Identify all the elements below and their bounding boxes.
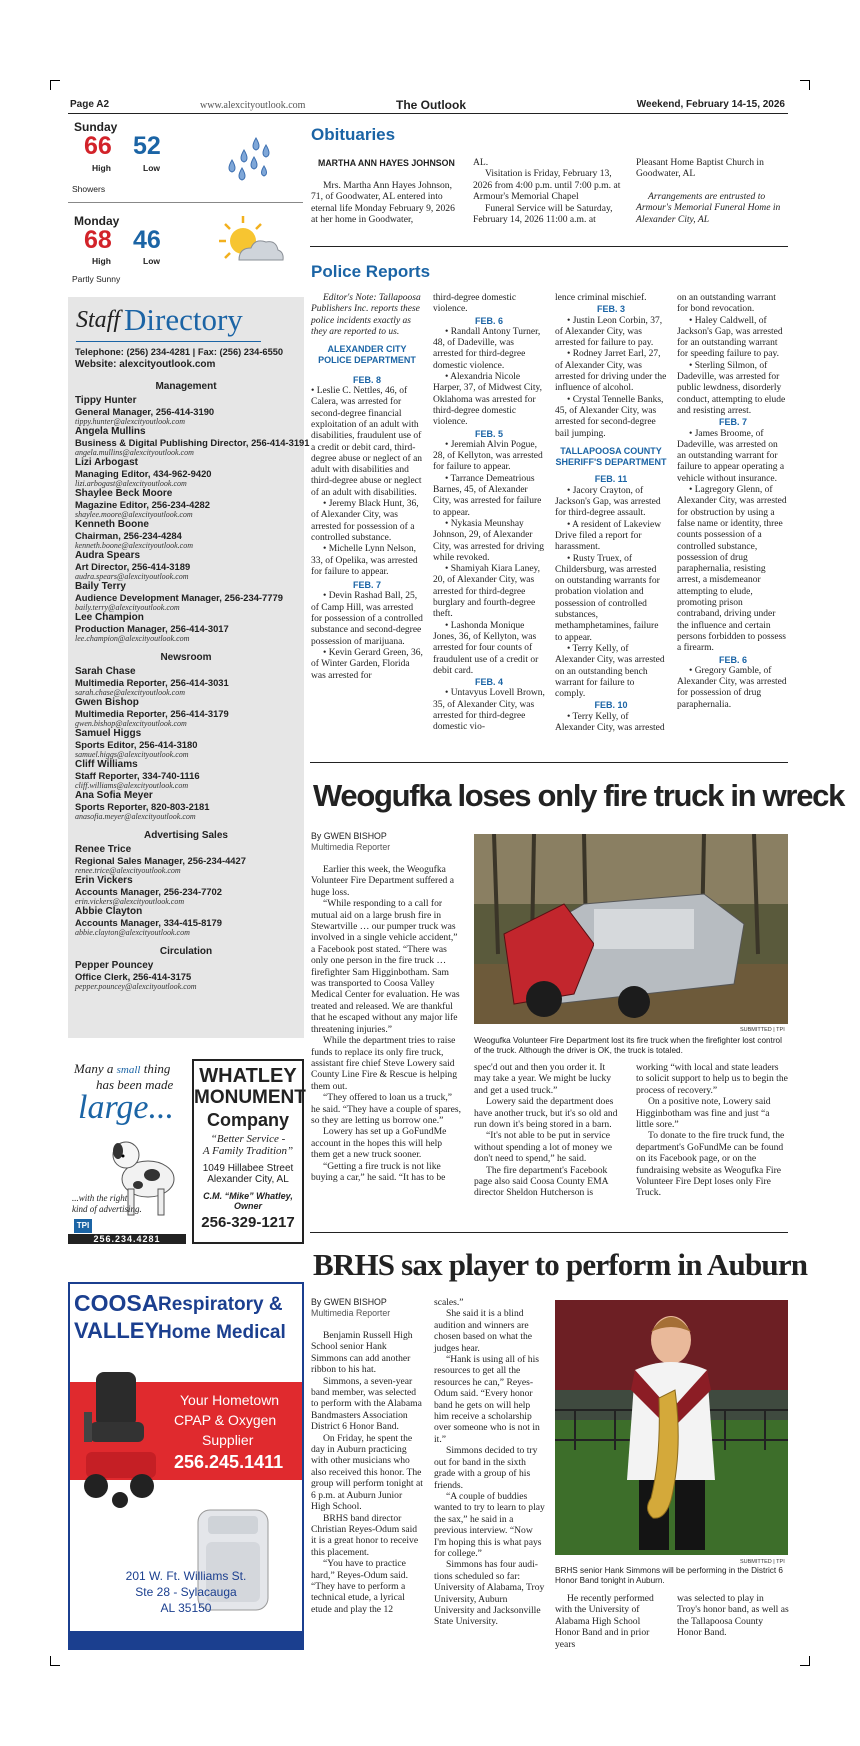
report-item: lence criminal mischief. [555, 293, 647, 303]
date-heading: FEB. 6 [474, 315, 503, 326]
article-paragraph: On a positive note, Lowery said Higginbotham was fine and just “a little sore.” [636, 1096, 771, 1131]
report-item: • Lashonda Monique Jones, 36, of Kellyton, was arrested for four counts of fraudulent use of a credit or debit card. [433, 620, 539, 676]
obit-paragraph: Funeral Service will be Saturday, February 14, 2026 11:00 a.m. at [473, 202, 613, 226]
fire-truck-photo [474, 834, 788, 1024]
fire-byline-role: Multimedia Reporter [311, 842, 391, 852]
report-item: • Terry Kelly, of Alexander City, was arrested on an outstanding bench warrant for failure to comply. [555, 643, 665, 700]
staff-name: Lee Champion [75, 612, 144, 623]
ad-address: Alexander City, AL [207, 1174, 289, 1185]
staff-entry [68, 519, 304, 550]
report-item: • Rodney Jarret Earl, 27, of Alexander City, was arrested for driving under the influence of alcohol. [555, 349, 667, 394]
police-rule [310, 762, 788, 763]
date-heading: FEB. 4 [474, 677, 503, 688]
fire-byline: By GWEN BISHOP [311, 831, 387, 841]
weather-condition: Partly Sunny [72, 274, 121, 284]
staff-name: Cliff Williams [75, 759, 138, 770]
date-heading: FEB. 11 [594, 474, 628, 485]
ad-text: kind of advertising. [72, 1204, 142, 1214]
date-heading: FEB. 7 [352, 580, 381, 591]
staff-title: Accounts Manager, 256-234-7702 [75, 886, 222, 897]
article-paragraph: Earlier this week, the Weogufka Volunteer Fire Department suffered a huge loss. [311, 864, 454, 898]
ad-text: ...with the right [72, 1193, 128, 1203]
date-heading: FEB. 5 [474, 428, 503, 439]
partly-sunny-icon [215, 214, 285, 269]
staff-title: Chairman, 256-234-4284 [75, 530, 182, 541]
date-heading: FEB. 8 [352, 374, 381, 385]
staff-email[interactable]: erin.vickers@alexcityoutlook.com [75, 897, 185, 906]
article-paragraph: Simmons, a seven-year band member, was selected to perform with the Alabama Bandmasters Association District 6 Honor Band. [311, 1375, 422, 1433]
article-paragraph: She said it is a blind audition and winners are chosen based on what the judges hear. [434, 1308, 533, 1354]
report-item: • Michelle Lynn Nelson, 33, of Opelika, was arrested for failure to appear. [311, 544, 418, 577]
staff-email[interactable]: renee.trice@alexcityoutlook.com [75, 866, 181, 875]
staff-entry [68, 697, 304, 728]
report-item: • Randall Antony Turner, 48, of Dadeville, was arrested for third-degree domestic violence. [433, 326, 541, 371]
article-paragraph: Benjamin Russell High School senior Hank Simmons can add another ribbon to his hat. [311, 1330, 413, 1376]
coosa-tagline: Supplier [202, 1432, 254, 1448]
staff-email[interactable]: audra.spears@alexcityoutlook.com [75, 572, 189, 581]
report-item: • Kevin Gerard Green, 36, of Winter Garden, Florida was arrested for [311, 647, 423, 681]
staff-section-heading: Management [155, 381, 217, 392]
police-col-4 [677, 293, 789, 711]
report-item: • Shamiyah Kiara Laney, 20, of Alexander City, was arrested for third-degree burglary and fourth-degree theft. [433, 564, 541, 620]
obit-name: MARTHA ANN HAYES JOHNSON [318, 158, 455, 168]
report-item: • Jeremy Black Hunt, 36, of Alexander City, was arrested for possession of a controlled substance. [311, 499, 419, 543]
report-item: on an outstanding warrant for bond revocation. [677, 293, 776, 315]
staff-entry [68, 488, 304, 519]
report-item: • Justin Leon Corbin, 37, of Alexander City, was arrested for failure to pay. [555, 315, 663, 349]
staff-directory [68, 297, 310, 1038]
staff-name: Shaylee Beck Moore [75, 488, 173, 499]
coosa-address: AL 35150 [160, 1601, 212, 1615]
staff-title: Business & Digital Publishing Director, 256-414-3191 [75, 437, 310, 448]
obit-col-3 [636, 157, 788, 225]
ad-owner: Owner [233, 1201, 262, 1211]
fire-col-3 [636, 1062, 788, 1199]
staff-entry [68, 790, 304, 821]
obit-col-2 [473, 157, 625, 225]
staff-entry [68, 875, 304, 906]
article-paragraph: Lowery has set up a GoFundMe account in the hopes this will help them get a new truck sooner. [311, 1126, 447, 1161]
weather-divider [68, 202, 303, 203]
page-number: Page A2 [70, 99, 110, 110]
staff-title: Multimedia Reporter, 256-414-3031 [75, 677, 229, 688]
obit-paragraph: Visitation is Friday, February 13, 2026 from 4:00 p.m. until 7:00 p.m. at Armour's Memorial Chapel [473, 168, 621, 203]
staff-email[interactable]: gwen.bishop@alexcityoutlook.com [75, 719, 187, 728]
weather-monday [70, 206, 302, 288]
date-heading: FEB. 3 [596, 304, 625, 315]
fire-col-2 [474, 1062, 624, 1199]
article-paragraph: working “with local and state leaders to solicit support to help us to begin the process of recovery.” [636, 1062, 788, 1096]
staff-name: Erin Vickers [75, 875, 133, 886]
staff-title: Art Director, 256-414-3189 [75, 561, 191, 572]
ad-slogan: A Family Tradition” [202, 1145, 294, 1157]
report-item: • Alexandria Nicole Harper, 37, of Midwest City, Oklahoma was arrested for third-degree domestic violence. [433, 372, 543, 428]
staff-title: Magazine Editor, 256-234-4282 [75, 499, 210, 510]
staff-name: Lizi Arbogast [75, 457, 138, 468]
agency-heading: POLICE DEPARTMENT [318, 355, 416, 366]
staff-name: Ana Sofia Meyer [75, 790, 153, 801]
police-col-2 [433, 293, 545, 734]
weather-low-label: Low [143, 256, 160, 266]
article-paragraph: The fire department's Facebook page also said Coosa County EMA director Sheldon Hutcherson is [474, 1164, 609, 1199]
staff-section-heading: Newsroom [160, 652, 212, 663]
staff-name: Samuel Higgs [75, 728, 142, 739]
agency-heading: TALLAPOOSA COUNTY [560, 445, 662, 456]
power-chair-illustration [76, 1362, 166, 1512]
staff-entry [68, 960, 304, 991]
obit-paragraph: Pleasant Home Baptist Church in Goodwater, AL [636, 157, 764, 180]
weather-low: 52 [133, 132, 161, 160]
staff-entry [68, 550, 304, 581]
staff-title: Regional Sales Manager, 256-234-4427 [75, 855, 246, 866]
photo-caption: BRHS senior Hank Simmons will be performing in the District 6 Honor Band tonight in Auburn. [555, 1566, 783, 1585]
staff-name: Tippy Hunter [75, 395, 137, 406]
sax-byline: By GWEN BISHOP [311, 1297, 387, 1307]
staff-email[interactable]: anasofia.meyer@alexcityoutlook.com [75, 812, 196, 821]
crop-mark [800, 1656, 810, 1666]
ad-text: Many a [74, 1061, 114, 1076]
date-heading: FEB. 10 [594, 700, 628, 711]
sax-col-1 [311, 1330, 423, 1615]
staff-entry [68, 844, 304, 875]
weather-day: Monday [74, 214, 120, 228]
staff-name: Pepper Pouncey [75, 960, 154, 971]
staff-contact: Telephone: (256) 234-4281 | Fax: (256) 234-6550 [75, 347, 284, 357]
coosa-phone: 256.245.1411 [174, 1452, 284, 1472]
staff-name: Kenneth Boone [75, 519, 149, 530]
coosa-tagline: CPAP & Oxygen [174, 1412, 277, 1428]
article-paragraph: scales.” [434, 1297, 464, 1308]
article-paragraph: To donate to the fire truck fund, the department's GoFundMe can be found on its Facebook page, or on the fundraising website as Weogufka Fire Volunteer Fire Dept loses only Fire Truck. [636, 1130, 785, 1199]
paper-name: The Outlook [396, 98, 466, 112]
article-paragraph: While the department tries to raise funds to replace its only fire truck, assistant fire chief Steve Lowery said County Line Fire & Rescue is helping them out. [311, 1035, 458, 1092]
tpi-ad [68, 1059, 186, 1244]
report-item: • A resident of Lakeview Drive filed a report for harassment. [555, 519, 662, 553]
article-paragraph: “Getting a fire truck is not like buying a car,” he said. “It has to be [311, 1160, 446, 1183]
weather-low-label: Low [143, 163, 160, 173]
agency-heading: ALEXANDER CITY [327, 344, 407, 355]
staff-name: Sarah Chase [75, 666, 136, 677]
report-item: • Nykasia Meunshay Johnson, 29, of Alexander City, was arrested for driving while revoked. [433, 518, 544, 563]
rain-icon [220, 130, 280, 185]
weather-condition: Showers [72, 184, 106, 194]
staff-title: Staff Reporter, 334-740-1116 [75, 770, 200, 781]
report-item: • Gregory Gamble, of Alexander City, was arrested for possession of drug paraphernalia. [677, 665, 787, 710]
report-item: • Devin Rashad Ball, 25, of Camp Hill, was arrested for possession of a controlled substance and second-degree possession of marijuana. [311, 591, 423, 647]
article-paragraph: “They offered to loan us a truck,” he said. “They have a couple of spares, so they are letting us borrow one.” [311, 1092, 461, 1126]
staff-entry [68, 612, 304, 643]
staff-entry [68, 666, 304, 697]
article-paragraph: spec'd out and then you order it. It may take a year. We might be lucky and get a used truck.” [474, 1062, 612, 1096]
coosa-tagline: Your Hometown [180, 1392, 280, 1408]
coosa-ad [68, 1282, 304, 1650]
crop-mark [50, 80, 60, 90]
staff-email[interactable]: angela.mullins@alexcityoutlook.com [75, 448, 194, 457]
fire-col-1 [311, 864, 461, 1183]
staff-name: Angela Mullins [75, 426, 146, 437]
staff-entry [68, 759, 304, 790]
report-item: • Tarrance Demeatrious Barnes, 45, of Alexander City, was arrested for failure to appear. [433, 473, 542, 518]
ad-name: WHATLEY [199, 1065, 297, 1087]
article-paragraph: Simmons decided to try out for band in the sixth grade with a group of his friends. [434, 1445, 538, 1491]
staff-entry [68, 457, 304, 488]
ad-text-small: small [116, 1064, 141, 1076]
staff-title-a: Staff [76, 307, 121, 333]
ad-text: has been made [96, 1077, 174, 1092]
staff-entry [68, 426, 310, 457]
header-rule [68, 113, 788, 114]
tpi-logo [74, 1219, 92, 1233]
report-item: • Haley Caldwell, of Jackson's Gap, was arrested for an outstanding warrant for speeding failure to pay. [677, 315, 783, 360]
coosa-logo [74, 1290, 160, 1350]
staff-title-rule [76, 341, 261, 342]
staff-entry [68, 906, 304, 937]
staff-title: General Manager, 256-414-3190 [75, 406, 215, 417]
weather-sunday [70, 118, 302, 200]
coosa-name: Home Medical [158, 1322, 286, 1343]
sax-col-2 [434, 1297, 546, 1628]
ad-text-large: large... [78, 1089, 175, 1126]
crop-mark [800, 80, 810, 90]
staff-list [68, 378, 310, 991]
sax-byline-role: Multimedia Reporter [311, 1308, 391, 1318]
staff-entry [68, 581, 304, 612]
article-paragraph: “You have to practice hard,” Reyes-Odum said. “They have to perform a technical etude, a lyrical etude and play the 12 [311, 1558, 408, 1615]
report-item: • Crystal Tennelle Banks, 45, of Alexander City, was arrested for second-degree bail jumping. [555, 394, 664, 439]
whatley-ad [192, 1059, 304, 1244]
article-paragraph: BRHS band director Christian Reyes-Odum said it is a great honor to receive this placement. [311, 1512, 419, 1558]
weather-high: 68 [84, 226, 112, 254]
photo-credit: SUBMITTED | TPI [740, 1559, 785, 1565]
date-heading: FEB. 6 [718, 654, 747, 665]
site-url[interactable]: www.alexcityoutlook.com [200, 100, 306, 111]
obit-paragraph: Arrangements are entrusted to Armour's Memorial Funeral Home in Alexander City, AL [636, 190, 781, 225]
agency-heading: SHERIFF'S DEPARTMENT [555, 457, 667, 468]
staff-title: Production Manager, 256-414-3017 [75, 623, 229, 634]
staff-title: Audience Development Manager, 256-234-7779 [75, 592, 283, 603]
staff-title: Sports Editor, 256-414-3180 [75, 739, 198, 750]
weather-day: Sunday [74, 120, 118, 134]
sax-col-3 [555, 1593, 667, 1650]
coosa-logo-text: VALLEY [74, 1318, 160, 1343]
fire-headline: Weogufka loses only fire truck in wreck [313, 778, 845, 813]
editor-note: Editor's Note: Tallapoosa Publishers Inc. reports these police incidents exactly as they are reported to us. [311, 293, 421, 337]
ad-name: Company [206, 1110, 289, 1130]
staff-title: Managing Editor, 434-962-9420 [75, 468, 212, 479]
staff-name: Audra Spears [75, 550, 141, 561]
staff-email[interactable]: abbie.clayton@alexcityoutlook.com [75, 928, 190, 937]
police-heading: Police Reports [311, 262, 431, 281]
staff-name: Gwen Bishop [75, 697, 139, 708]
weather-high: 66 [84, 132, 112, 160]
article-paragraph: Simmons has four audi-tions scheduled so far: University of Alabama, Troy University, Auburn University and Jacksonville State University. [434, 1559, 545, 1628]
report-item: • Terry Kelly, of Alexander City, was arrested [555, 711, 665, 733]
report-item: • Jeremiah Alvin Pogue, 28, of Kellyton, was arrested for failure to appear. [433, 439, 543, 473]
police-col-3 [555, 293, 667, 734]
ad-text: thing [143, 1061, 171, 1076]
article-paragraph: Lowery said the department does have another truck, but it's so old and run down it's being stored in a barn. [474, 1096, 618, 1131]
staff-email[interactable]: baily.terry@alexcityoutlook.com [75, 603, 180, 612]
staff-section-heading: Circulation [159, 946, 213, 957]
staff-title-b: Directory [124, 302, 243, 337]
staff-name: Renee Trice [75, 844, 132, 855]
report-item: • Leslie C. Nettles, 46, of Calera, was arrested for second-degree financial exploitation of an adult with disabilities, fraudulent use of a credit or debit card, third-degree abuse or neglect of an adult with disabilities and third-degree abuse or neglect of an adult with disabilities. [311, 386, 423, 498]
ad-address: 1049 Hillabee Street [202, 1163, 294, 1174]
staff-website[interactable]: Website: alexcityoutlook.com [75, 359, 216, 370]
staff-title: Accounts Manager, 334-415-8179 [75, 917, 222, 928]
crop-mark [50, 1656, 60, 1666]
photo-credit: SUBMITTED | TPI [740, 1027, 785, 1033]
staff-email[interactable]: lizi.arbogast@alexcityoutlook.com [75, 479, 187, 488]
obit-col-1 [311, 180, 461, 226]
coosa-name: Respiratory & [158, 1294, 283, 1315]
weather-high-label: High [92, 256, 111, 266]
obituaries-rule [310, 246, 788, 247]
article-paragraph: “It's not able to be put in service without spending a lot of money we don't need to spend,” he said. [474, 1130, 613, 1165]
article-paragraph: “Hank is using all of his resources to get all the resources he can,” Reyes-Odum said. “Every honor band he gets on will help him receive a scholarship over someone who is not in it.” [434, 1354, 540, 1445]
report-item: third-degree domestic violence. [433, 293, 517, 315]
staff-name: Abbie Clayton [75, 906, 143, 917]
staff-email[interactable]: cliff.williams@alexcityoutlook.com [75, 781, 189, 790]
article-paragraph: was selected to play in Troy's honor band, as well as the Tallapoosa County Honor Band. [677, 1593, 789, 1639]
tpi-phone: 256.234.4281 [68, 1234, 186, 1244]
staff-title: Multimedia Reporter, 256-414-3179 [75, 708, 229, 719]
date-heading: FEB. 7 [718, 417, 747, 428]
staff-email[interactable]: lee.champion@alexcityoutlook.com [75, 634, 190, 643]
staff-entry [68, 728, 304, 759]
report-item: • Lagregory Glenn, of Alexander City, was arrested for obstruction by using a false name or identity, three counts possession of a controlled substance, possession of drug paraphernalia, resisting arrest, a misdemeanor attempting to elude, promoting prison contraband, driving under the influence and certain persons forbidden to possess a firearm. [677, 485, 787, 654]
report-item: • Rusty Truex, of Childersburg, was arrested on outstanding warrants for probation violation and possession of controlled substances, methamphetamines, failure to appear. [555, 553, 660, 643]
staff-section-heading: Advertising Sales [144, 830, 228, 841]
staff-email[interactable]: shaylee.moore@alexcityoutlook.com [75, 510, 193, 519]
ad-name: MONUMENT [194, 1087, 306, 1108]
issue-date: Weekend, February 14-15, 2026 [636, 99, 785, 110]
tpi-logo-text: TPI [76, 1221, 90, 1230]
fire-rule [310, 1232, 788, 1233]
photo-caption: Weogufka Volunteer Fire Department lost its fire truck when the firefighter lost control of the truck. Although the driver is OK, the truck is totaled. [474, 1036, 782, 1055]
article-paragraph: “While responding to a call for mutual aid on a large brush fire in Stewartville … our pumper truck was involved in a single vehicle accident,” a Facebook post stated. “There was only one person in the fire truck … firefighter Sam Higginbotham. Sam was transported to Coosa Valley Medical Center for evaluation. He was treated and released. We are thankful that he escaped without any major life threatening injuries.” [311, 898, 460, 1035]
ad-tagline [74, 1061, 170, 1077]
report-item: • Untavyus Lovell Brown, 35, of Alexander City, was arrested for third-degree domestic vio- [433, 688, 545, 733]
coosa-address: 201 W. Ft. Williams St. [125, 1569, 247, 1583]
ad-phone: 256-329-1217 [201, 1214, 295, 1231]
ad-owner: C.M. “Mike” Whatley, [203, 1191, 293, 1201]
report-item: • James Broome, of Dadeville, was arrested on an outstanding warrant for failure to appear operating a vehicle without insurance. [677, 428, 785, 484]
staff-email[interactable]: kenneth.boone@alexcityoutlook.com [75, 541, 193, 550]
article-paragraph: He recently performed with the University of Alabama High School Honor Band and in prior years [555, 1593, 654, 1650]
staff-email[interactable]: pepper.pouncey@alexcityoutlook.com [75, 982, 197, 991]
article-paragraph: On Friday, he spent the day in Auburn practicing with other musicians who also received this honor. The group will perform tonight at 6 p.m. at Auburn Junior High School. [311, 1432, 423, 1513]
staff-email[interactable]: tippy.hunter@alexcityoutlook.com [75, 417, 185, 426]
coosa-logo-text: COOSA [74, 1290, 159, 1316]
report-item: • Sterling Silmon, of Dadeville, was arrested for public lewdness, disorderly conduct, attempting to elude and resisting arrest. [677, 360, 786, 416]
coosa-address: Ste 28 - Sylacauga [135, 1585, 237, 1599]
staff-email[interactable]: sarah.chase@alexcityoutlook.com [75, 688, 185, 697]
obituaries-heading: Obituaries [311, 125, 396, 144]
coosa-bottom-band [70, 1631, 302, 1650]
staff-name: Baily Terry [75, 581, 126, 592]
weather-low: 46 [133, 226, 161, 254]
sax-headline: BRHS sax player to perform in Auburn [313, 1247, 808, 1282]
obit-paragraph: AL. [473, 157, 489, 168]
staff-entry [68, 395, 304, 426]
sax-player-photo [555, 1300, 788, 1555]
article-paragraph: “A couple of buddies wanted to try to learn to play the sax,” he said in a previous interview. “Now I'm hoping this is what pays for college.” [434, 1490, 545, 1559]
sax-col-4 [677, 1593, 789, 1639]
staff-email[interactable]: samuel.higgs@alexcityoutlook.com [75, 750, 189, 759]
obit-paragraph: Mrs. Martha Ann Hayes Johnson, 71, of Goodwater, AL entered into eternal life Monday February 9, 2026 at her home in Goodwater, [311, 180, 455, 226]
weather-high-label: High [92, 163, 111, 173]
staff-title: Sports Reporter, 820-803-2181 [75, 801, 210, 812]
staff-title: Office Clerk, 256-414-3175 [75, 971, 192, 982]
ad-slogan: “Better Service - [210, 1133, 286, 1145]
report-item: • Jacory Crayton, of Jackson's Gap, was arrested for third-degree assault. [555, 485, 661, 519]
police-col-1 [311, 293, 423, 682]
